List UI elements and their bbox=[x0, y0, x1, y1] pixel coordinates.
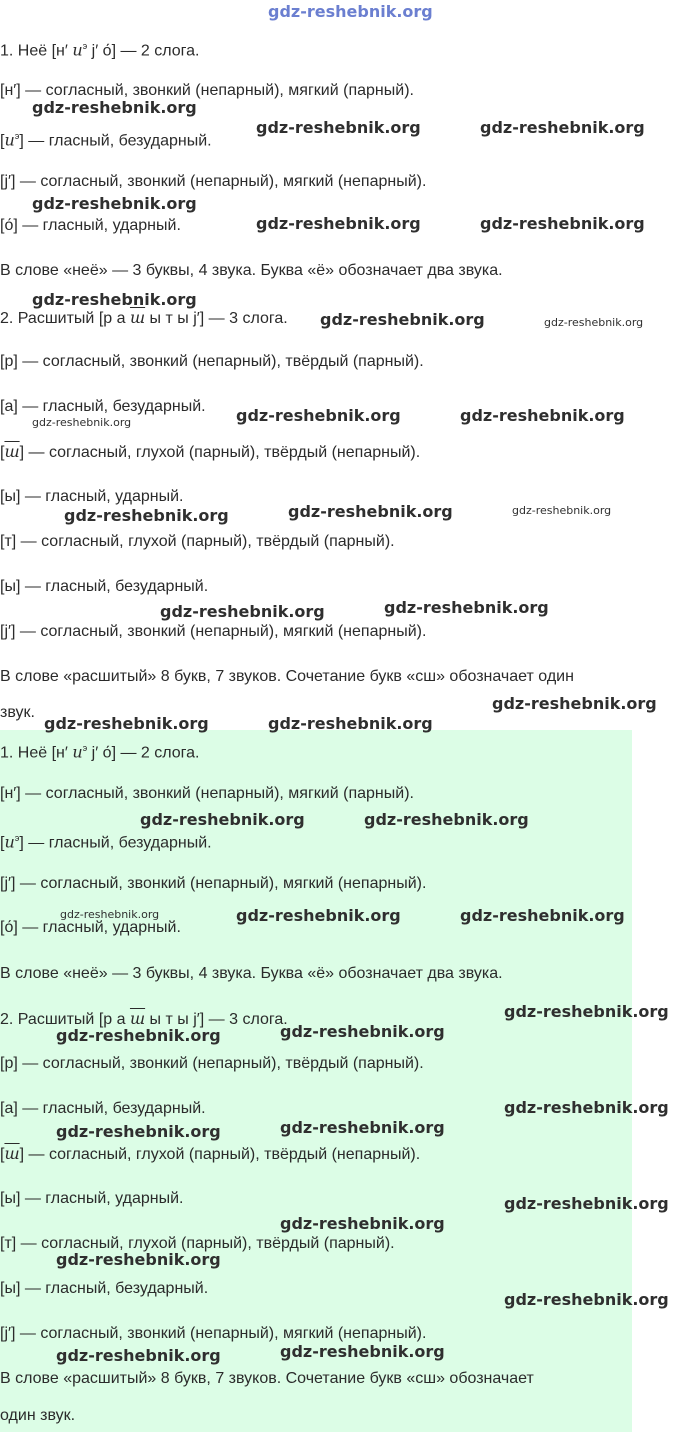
sound-j-line-2-repeat: [j′] — согласный, звонкий (непарный), мягкий (непарный). bbox=[0, 1325, 427, 1342]
watermark: gdz-reshebnik.org bbox=[56, 1122, 221, 1141]
answer-1-title: 1. Неё [н′ $и^э$ j′ о́] — 2 слога. bbox=[0, 40, 200, 60]
answer-2-title: 2. Расшитый [р а ш ы т ы j′] — 3 слога. bbox=[0, 308, 288, 327]
sound-j-line-2: [j′] — согласный, звонкий (непарный), мягкий (непарный). bbox=[0, 623, 427, 640]
watermark: gdz-reshebnik.org bbox=[64, 506, 229, 525]
sound-r-line-repeat: [р] — согласный, звонкий (непарный), твёрдый (парный). bbox=[0, 1055, 424, 1072]
word-summary-2-cont-repeat: один звук. bbox=[0, 1407, 76, 1424]
watermark: gdz-reshebnik.org bbox=[256, 118, 421, 137]
sound-a-line: [а] — гласный, безударный. bbox=[0, 398, 206, 415]
watermark: gdz-reshebnik.org bbox=[56, 1250, 221, 1269]
answer-2-title-repeat: 2. Расшитый [р а ш ы т ы j′] — 3 слога. bbox=[0, 1009, 288, 1028]
site-watermark-header: gdz-reshebnik.org bbox=[268, 2, 433, 21]
watermark: gdz-reshebnik.org bbox=[140, 810, 305, 829]
watermark: gdz-reshebnik.org bbox=[504, 1002, 669, 1021]
watermark: gdz-reshebnik.org bbox=[236, 906, 401, 925]
watermark: gdz-reshebnik.org bbox=[460, 906, 625, 925]
watermark: gdz-reshebnik.org bbox=[364, 810, 529, 829]
watermark: gdz-reshebnik.org bbox=[280, 1118, 445, 1137]
watermark: gdz-reshebnik.org bbox=[492, 694, 657, 713]
watermark: gdz-reshebnik.org bbox=[544, 316, 644, 329]
watermark: gdz-reshebnik.org bbox=[460, 406, 625, 425]
watermark: gdz-reshebnik.org bbox=[56, 1026, 221, 1045]
watermark: gdz-reshebnik.org bbox=[32, 416, 132, 429]
sound-sh-line: [ш] — согласный, глухой (парный), твёрдый (непарный). bbox=[0, 442, 421, 461]
answer-1-title-repeat: 1. Неё [н′ $и^э$ j′ о́] — 2 слога. bbox=[0, 742, 200, 762]
watermark: gdz-reshebnik.org bbox=[504, 1098, 669, 1117]
sound-j-line-repeat: [j′] — согласный, звонкий (непарный), мягкий (непарный). bbox=[0, 875, 427, 892]
sound-r-line: [р] — согласный, звонкий (непарный), твёрдый (парный). bbox=[0, 353, 424, 370]
word-summary-2: В слове «расшитый» 8 букв, 7 звуков. Сочетание букв «сш» обозначает один bbox=[0, 668, 574, 685]
sound-i-line-repeat: $[и^э]$ — гласный, безударный. bbox=[0, 832, 212, 852]
sound-sh-line-repeat: [ш] — согласный, глухой (парный), твёрдый (непарный). bbox=[0, 1144, 421, 1163]
sound-o-line: [о́] — гласный, ударный. bbox=[0, 217, 181, 234]
watermark: gdz-reshebnik.org bbox=[480, 118, 645, 137]
watermark: gdz-reshebnik.org bbox=[320, 310, 485, 329]
watermark: gdz-reshebnik.org bbox=[32, 290, 197, 309]
sound-j-line: [j′] — согласный, звонкий (непарный), мягкий (непарный). bbox=[0, 173, 427, 190]
sound-y-stressed-line-repeat: [ы] — гласный, ударный. bbox=[0, 1190, 184, 1207]
word-summary-2-repeat: В слове «расшитый» 8 букв, 7 звуков. Сочетание букв «сш» обозначает bbox=[0, 1370, 534, 1387]
sound-t-line: [т] — согласный, глухой (парный), твёрдый (парный). bbox=[0, 533, 395, 550]
sound-y-unstressed-line: [ы] — гласный, безударный. bbox=[0, 578, 209, 595]
sound-i-line: $[и^э]$ — гласный, безударный. bbox=[0, 130, 212, 150]
word-summary-1: В слове «неё» — 3 буквы, 4 звука. Буква «ё» обозначает два звука. bbox=[0, 262, 503, 279]
watermark: gdz-reshebnik.org bbox=[60, 908, 160, 921]
watermark: gdz-reshebnik.org bbox=[280, 1342, 445, 1361]
word-summary-1-repeat: В слове «неё» — 3 буквы, 4 звука. Буква «ё» обозначает два звука. bbox=[0, 965, 503, 982]
sound-n-line: [н′] — согласный, звонкий (непарный), мягкий (парный). bbox=[0, 82, 414, 99]
watermark: gdz-reshebnik.org bbox=[236, 406, 401, 425]
sound-y-stressed-line: [ы] — гласный, ударный. bbox=[0, 488, 184, 505]
sound-t-line-repeat: [т] — согласный, глухой (парный), твёрдый (парный). bbox=[0, 1235, 395, 1252]
sound-o-line-repeat: [о́] — гласный, ударный. bbox=[0, 919, 181, 936]
watermark: gdz-reshebnik.org bbox=[56, 1346, 221, 1365]
watermark: gdz-reshebnik.org bbox=[280, 1214, 445, 1233]
watermark: gdz-reshebnik.org bbox=[512, 504, 612, 517]
watermark: gdz-reshebnik.org bbox=[280, 1022, 445, 1041]
sound-a-line-repeat: [а] — гласный, безударный. bbox=[0, 1100, 206, 1117]
watermark: gdz-reshebnik.org bbox=[268, 714, 433, 733]
watermark: gdz-reshebnik.org bbox=[480, 214, 645, 233]
word-summary-2-cont: звук. bbox=[0, 704, 35, 721]
watermark: gdz-reshebnik.org bbox=[32, 98, 197, 117]
watermark: gdz-reshebnik.org bbox=[256, 214, 421, 233]
watermark: gdz-reshebnik.org bbox=[32, 194, 197, 213]
watermark: gdz-reshebnik.org bbox=[384, 598, 549, 617]
watermark: gdz-reshebnik.org bbox=[504, 1194, 669, 1213]
watermark: gdz-reshebnik.org bbox=[44, 714, 209, 733]
watermark: gdz-reshebnik.org bbox=[160, 602, 325, 621]
watermark: gdz-reshebnik.org bbox=[504, 1290, 669, 1309]
watermark: gdz-reshebnik.org bbox=[288, 502, 453, 521]
sound-n-line-repeat: [н′] — согласный, звонкий (непарный), мягкий (парный). bbox=[0, 785, 414, 802]
sound-y-unstressed-line-repeat: [ы] — гласный, безударный. bbox=[0, 1280, 209, 1297]
